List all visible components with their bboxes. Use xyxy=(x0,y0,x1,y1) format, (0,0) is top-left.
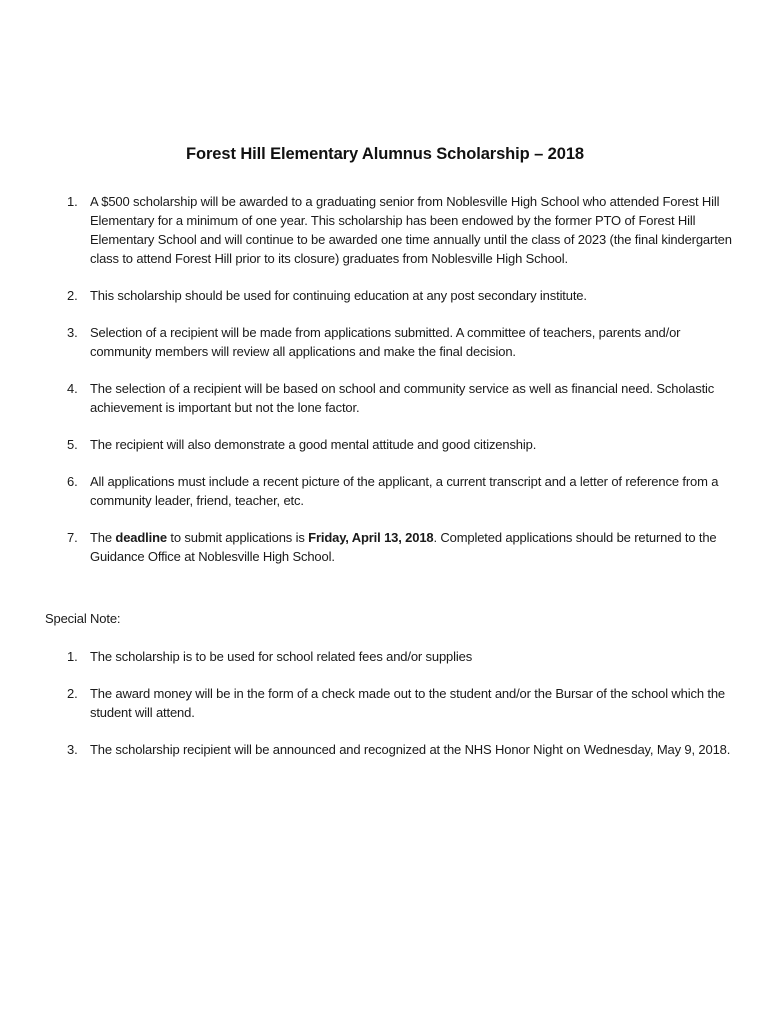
deadline-date: Friday, April 13, 2018 xyxy=(308,530,434,545)
list-item-text: This scholarship should be used for continuing education at any post secondary institute. xyxy=(90,288,587,303)
list-item-text: The selection of a recipient will be based on school and community service as well as financial need. Scholastic achievement is important but not the lone factor. xyxy=(90,381,715,415)
deadline-text-after: . Completed applications should be returned to the Guidance Office at Noblesville High School. xyxy=(90,530,717,564)
list-item-number: 3. xyxy=(67,742,78,757)
list-item-text: A $500 scholarship will be awarded to a graduating senior from Noblesville High School who attended Forest Hill Elementary for a minimum of one year. This scholarship has been endowed by the former PTO of Forest Hill Elementary School and will continue to be awarded one time annually until the class of 2023 (the final kindergarten class to attend Forest Hill prior to its closure) graduates from Noblesville High School. xyxy=(90,194,732,266)
list-item-number: 5. xyxy=(67,437,78,452)
list-item xyxy=(67,286,737,305)
list-item-number: 6. xyxy=(67,474,78,489)
list-item-number: 2. xyxy=(67,686,78,701)
list-item-number: 2. xyxy=(67,288,78,303)
list-item xyxy=(67,435,737,454)
list-item-number: 1. xyxy=(67,194,78,209)
list-item-text: The scholarship recipient will be announced and recognized at the NHS Honor Night on Wednesday, May 9, 2018. xyxy=(90,742,731,757)
list-item-text xyxy=(90,530,717,564)
list-item xyxy=(67,684,737,722)
list-item xyxy=(67,647,737,666)
document-title: Forest Hill Elementary Alumnus Scholarship – 2018 xyxy=(186,145,584,163)
list-item-deadline xyxy=(67,528,737,566)
list-item xyxy=(67,323,737,361)
list-item-number: 1. xyxy=(67,649,78,664)
list-item xyxy=(67,472,737,510)
deadline-text-middle: to submit applications is xyxy=(166,530,309,545)
list-item xyxy=(67,192,737,268)
list-item xyxy=(67,740,737,759)
list-item-text: Selection of a recipient will be made from applications submitted. A committee of teachers, parents and/or community members will review all applications and make the final decision. xyxy=(90,325,681,359)
eligibility-list xyxy=(67,192,737,584)
list-item-number: 4. xyxy=(67,381,78,396)
list-item-text: The award money will be in the form of a check made out to the student and/or the Bursar of the school which the student will attend. xyxy=(90,686,726,720)
list-item xyxy=(67,379,737,417)
special-note-list xyxy=(67,647,737,777)
list-item-number: 7. xyxy=(67,530,78,545)
special-note-label: Special Note: xyxy=(45,611,121,626)
deadline-label: deadline xyxy=(115,530,167,545)
list-item-text: The recipient will also demonstrate a good mental attitude and good citizenship. xyxy=(90,437,537,452)
list-item-number: 3. xyxy=(67,325,78,340)
list-item-text: All applications must include a recent picture of the applicant, a current transcript and a letter of reference from a community leader, friend, teacher, etc. xyxy=(90,474,719,508)
list-item-text: The scholarship is to be used for school related fees and/or supplies xyxy=(90,649,473,664)
deadline-text-before: The xyxy=(90,530,116,545)
